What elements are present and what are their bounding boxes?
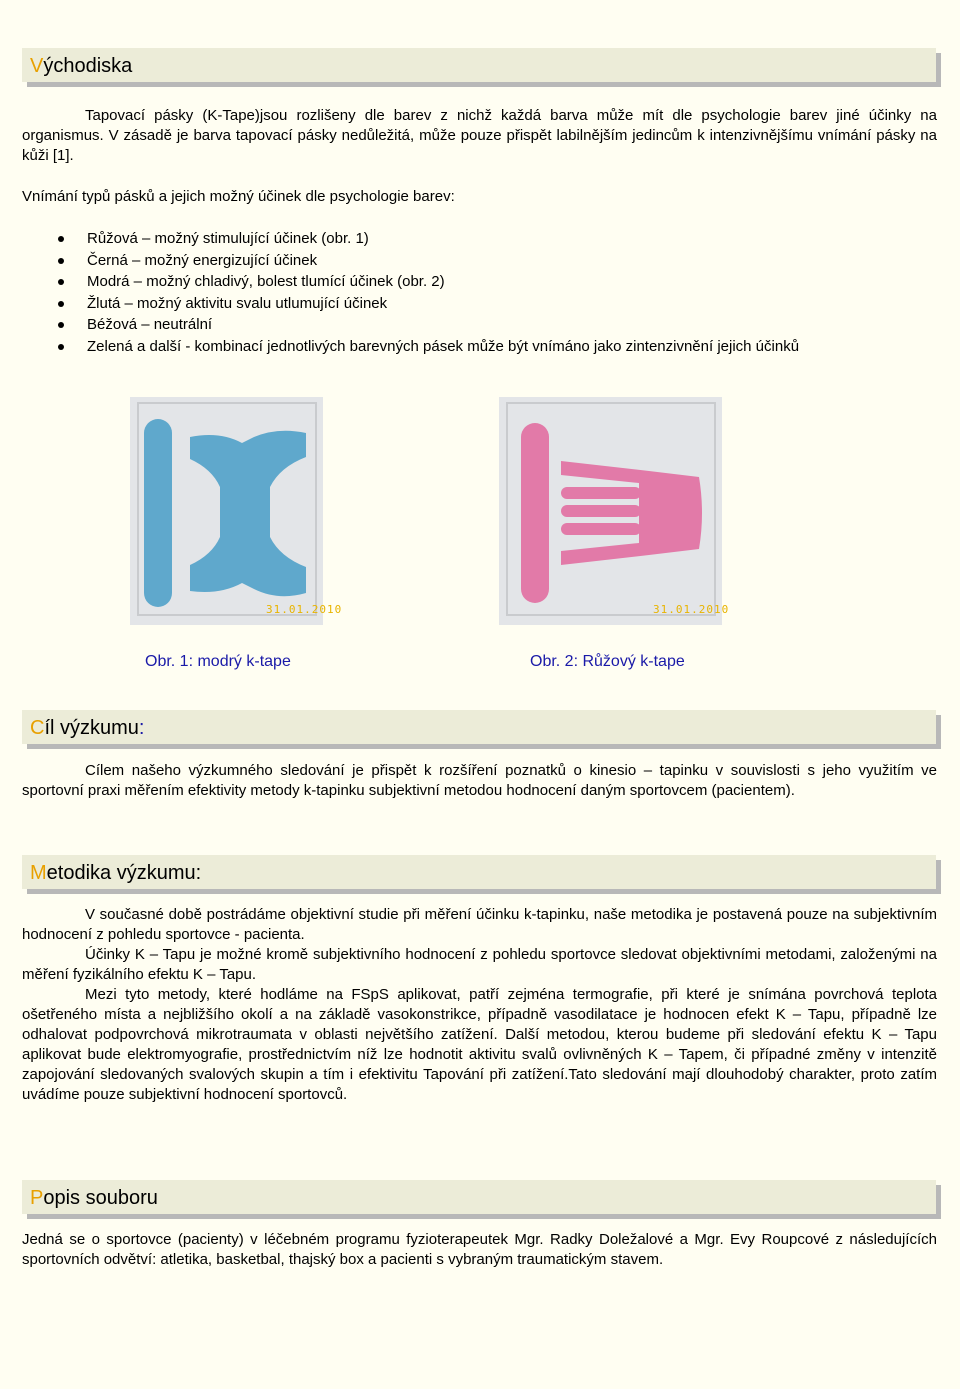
blue-tape-photo	[130, 397, 323, 625]
list-item: Žlutá – možný aktivitu svalu utlumující účinek	[22, 293, 799, 315]
intro-paragraph: Tapovací pásky (K-Tape)jsou rozlišeny dle barev z nichž každá barva může mít dle psychologie barev jiné účinky na organismus. V zásadě je barva tapovací pásky nedůležitá, může pouze přispět labilnějším jedincům k intenzivnějšímu vnímání pásky na kůži [1].	[22, 107, 937, 164]
section-heading-cil	[22, 710, 936, 744]
figure-caption-1: Obr. 1: modrý k-tape	[145, 653, 291, 670]
heading-colon: :	[138, 717, 145, 739]
color-list	[22, 228, 799, 357]
heading-initial: M	[30, 862, 47, 884]
section-heading-metodika	[22, 855, 936, 889]
tape-strip	[144, 419, 172, 607]
list-item: Béžová – neutrální	[22, 314, 799, 336]
figure-blue-tape	[130, 397, 343, 625]
list-item: Zelená a další - kombinací jednotlivých barevných pásek může být vnímáno jako zintenzivnění jejich účinků	[22, 336, 799, 358]
metodika-paragraph-1: V současné době postrádáme objektivní studie při měření účinku k-tapinku, naše metodika je postavená pouze na subjektivním hodnocení z pohledu sportovce - pacienta.	[22, 906, 937, 943]
section-heading-popis	[22, 1180, 936, 1214]
heading-initial: P	[30, 1187, 44, 1209]
list-item: Modrá – možný chladivý, bolest tlumící účinek (obr. 2)	[22, 271, 799, 293]
date-stamp: 31.01.2010	[266, 603, 343, 616]
heading-text: ýchodiska	[43, 55, 133, 77]
heading-text: etodika výzkumu:	[46, 862, 202, 884]
popis-paragraph: Jedná se o sportovce (pacienty) v léčebném programu fyzioterapeutek Mgr. Radky Doležalové a Mgr. Evy Roupcové z následujících sportovních odvětví: atletika, basketbal, thajský box a pacienti s vybraným traumatickým stavem.	[22, 1231, 937, 1268]
cil-paragraph: Cílem našeho výzkumného sledování je přispět k rozšíření poznatků o kinesio – tapinku v souvislosti s jeho využitím ve sportovní praxi měřením efektivity metody k-tapinku subjektivní metodou hodnocení daným sportovcem (pacientem).	[22, 762, 937, 799]
tape-strip	[521, 423, 549, 603]
heading-text: opis souboru	[43, 1187, 158, 1209]
date-stamp: 31.01.2010	[653, 603, 730, 616]
figure-caption-2: Obr. 2: Růžový k-tape	[530, 653, 685, 670]
color-intro: Vnímání typů pásků a jejich možný účinek dle psychologie barev:	[22, 188, 455, 205]
list-item: Růžová – možný stimulující účinek (obr. 1)	[22, 228, 799, 250]
heading-text: íl výzkumu	[44, 717, 139, 739]
pink-tape-photo	[499, 397, 722, 625]
metodika-paragraph-3: Mezi tyto metody, které hodláme na FSpS aplikovat, patří zejména termografie, při které je snímána povrchová teplota ošetřeného místa a nejbližšího okolí a na základě vasokonstrikce, případně vasodilatace je hodnocen efekt K – Tapu, případně lze odhalovat podpovrchová mikrotraumata v oblasti největšího zatížení. Další metodou, kterou budeme při sledování efektu K – Tapu aplikovat bude elektromyografie, prostřednictvím níž lze hodnotit aktivitu svalů ovlivněných K – Tapem, či případné změny v intenzitě zapojování sledovaných svalových skupin a tím i efektivitu Tapování při zatížení.Tato sledování mají dlouhodobý charakter, proto zatím uvádíme pouze subjektivní hodnocení sportovců.	[22, 986, 937, 1103]
list-item: Černá – možný energizující účinek	[22, 250, 799, 272]
figure-pink-tape	[499, 397, 730, 625]
heading-initial: V	[30, 55, 44, 77]
section-heading-vychodiska	[22, 48, 936, 82]
metodika-paragraph-2: Účinky K – Tapu je možné kromě subjektivního hodnocení z pohledu sportovce sledovat objektivními metodami, založenými na měření fyzikálního efektu K – Tapu.	[22, 946, 937, 983]
heading-initial: C	[30, 717, 45, 739]
